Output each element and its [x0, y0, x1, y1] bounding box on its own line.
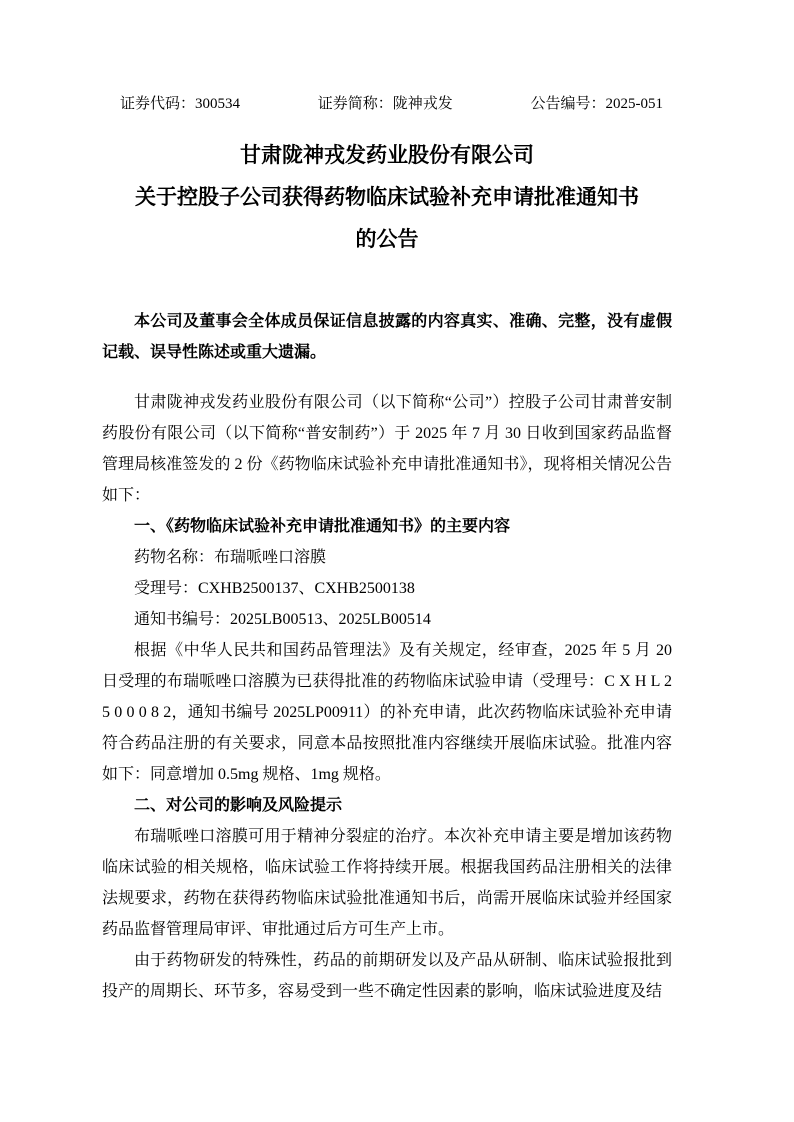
stock-code: 证券代码：300534: [120, 96, 241, 112]
stock-abbr: 证券简称：陇神戎发: [317, 96, 453, 112]
announcement-number: 公告编号：2025-051: [530, 96, 663, 112]
title-line-2: 关于控股子公司获得药物临床试验补充申请批准通知书: [135, 185, 639, 209]
intro-paragraph: 甘肃陇神戎发药业股份有限公司（以下简称“公司”）控股子公司甘肃普安制药股份有限公司（以下简称“普安制药”）于 2025 年 7 月 30 日收到国家药品监督管理局核准签发的 2 份《药物临床试验补充申请批准通知书》，现将相关情况公告如下：: [102, 394, 672, 504]
notice-number-line: 通知书编号：2025LB00513、2025LB00514: [134, 611, 431, 628]
title-line-1: 甘肃陇神戎发药业股份有限公司: [240, 143, 534, 167]
document-title: [102, 134, 672, 260]
drug-name-line: 药物名称：布瑞哌唑口溶膜: [134, 549, 327, 566]
impact-paragraph: 布瑞哌唑口溶膜可用于精神分裂症的治疗。本次补充申请主要是增加该药物临床试验的相关规格，临床试验工作将持续开展。根据我国药品注册相关的法律法规要求，药物在获得药物临床试验批准通知书后，尚需开展临床试验并经国家药品监督管理局审评、审批通过后方可生产上市。: [102, 828, 672, 938]
document-body: [102, 387, 672, 1007]
risk-paragraph: 由于药物研发的特殊性，药品的前期研发以及产品从研制、临床试验报批到投产的周期长、环节多，容易受到一些不确定性因素的影响，临床试验进度及结: [102, 952, 672, 1000]
title-line-3: 的公告: [355, 227, 419, 251]
acceptance-number-line: 受理号：CXHB2500137、CXHB2500138: [134, 580, 415, 597]
disclaimer-text: 本公司及董事会全体成员保证信息披露的内容真实、准确、完整，没有虚假记载、误导性陈述或重大遗漏。: [102, 313, 672, 361]
section2-heading: 二、对公司的影响及风险提示: [134, 797, 343, 814]
approval-paragraph: 根据《中华人民共和国药品管理法》及有关规定，经审查，2025 年 5 月 20 日受理的布瑞哌唑口溶膜为已获得批准的药物临床试验申请（受理号：C X H L 2 5 0 0 0 8 2，通知书编号 2025LP00911）的补充申请，此次药物临床试验补充申请符合药品注册的有关要求，同意本品按照批准内容继续开展临床试验。批准内容如下：同意增加 0.5mg 规格、1mg 规格。: [102, 642, 672, 783]
section1-heading: 一、《药物临床试验补充申请批准通知书》的主要内容: [134, 518, 511, 535]
document-header: [120, 94, 663, 114]
